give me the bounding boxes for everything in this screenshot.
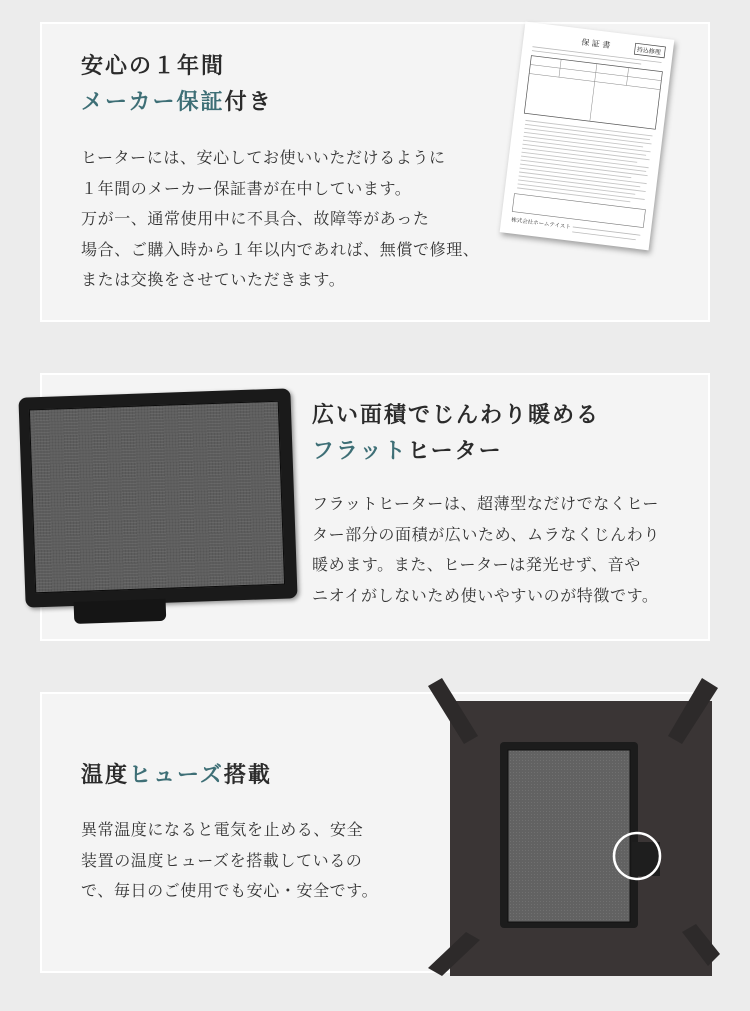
warranty-text-line: 場合、ご購入時から１年以内であれば、無償で修理、: [81, 239, 480, 259]
thermal-fuse-heading-accent: ヒューズ: [129, 763, 224, 788]
warranty-text-line: 万が一、通常使用中に不具合、故障等があった: [81, 209, 430, 228]
thermal-fuse-heading-suffix: 搭載: [223, 763, 272, 788]
flat-heater-text-line: ニオイがしないため使いやすいのが特徴です。: [312, 585, 659, 605]
flat-heater-description: [312, 489, 660, 611]
flat-heater-heading-line1: 広い面積でじんわり暖める: [312, 403, 601, 428]
warranty-heading-line1: 安心の１年間: [81, 54, 226, 79]
warranty-heading-suffix: 付き: [224, 90, 273, 115]
thermal-fuse-heading: [81, 758, 272, 794]
thermal-fuse-text-line: 装置の温度ヒューズを搭載しているの: [81, 850, 363, 870]
heater-fabric-surface: [29, 401, 285, 594]
flat-heater-image: [18, 388, 297, 607]
thermal-fuse-description: [81, 815, 378, 907]
warranty-text-line: または交換をさせていただきます。: [81, 270, 346, 289]
flat-heater-text-line: ター部分の面積が広いため、ムラなくじんわり: [312, 524, 660, 544]
warranty-card-title: 保 証 書: [580, 37, 611, 51]
flat-heater-text-line: フラットヒーターは、超薄型なだけでなくヒー: [312, 494, 660, 513]
warranty-certificate-image: [500, 22, 675, 251]
flat-heater-heading-accent: フラット: [312, 439, 408, 464]
thermal-fuse-heading-prefix: 温度: [81, 763, 130, 788]
warranty-heading: [81, 49, 273, 121]
flat-heater-heading-suffix: ヒーター: [407, 439, 503, 464]
warranty-description: [81, 143, 479, 296]
warranty-card-company: 株式会社ホームテイスト: [510, 217, 572, 231]
warranty-heading-accent: メーカー保証: [81, 90, 225, 115]
kotatsu-table-underside-image: [420, 676, 740, 996]
warranty-text-line: ヒーターには、安心してお使いいただけるように: [81, 148, 446, 167]
flat-heater-text-line: 暖めます。また、ヒーターは発光せず、音や: [312, 555, 641, 574]
thermal-fuse-text-line: で、毎日のご使用でも安心・安全です。: [81, 881, 379, 900]
warranty-card-stamp: 持込修理: [636, 46, 662, 57]
flat-heater-heading: [312, 398, 600, 470]
heater-controller: [74, 599, 167, 624]
thermal-fuse-text-line: 異常温度になると電気を止める、安全: [81, 820, 364, 839]
warranty-text-line: １年間のメーカー保証書が在中しています。: [81, 178, 412, 198]
